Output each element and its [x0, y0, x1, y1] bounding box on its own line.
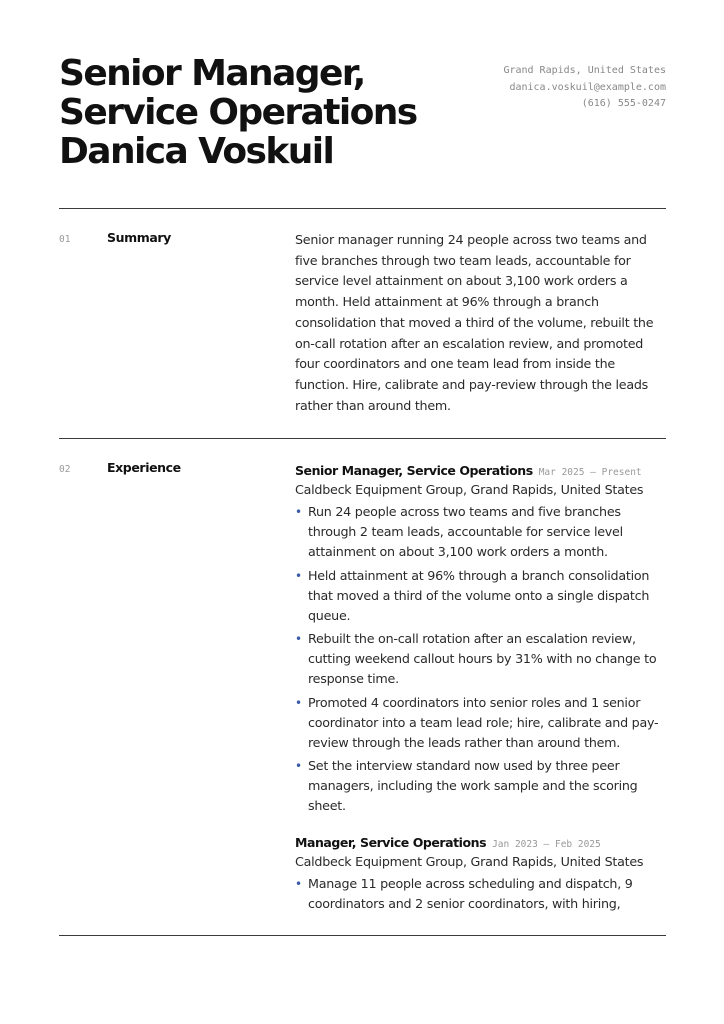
- job-bullets: [295, 502, 667, 816]
- headline-line-2: Service Operations: [59, 92, 417, 133]
- contact-location: Grand Rapids, United States: [503, 65, 666, 76]
- job-entry: [295, 460, 667, 816]
- bullet-text: Set the interview standard now used by three peer managers, including the work sample and the scoring sheet.: [308, 758, 638, 813]
- bullet-text: Held attainment at 96% through a branch consolidation that moved a third of the volume onto a single dispatch queue.: [308, 567, 650, 623]
- bullet-dot-icon: •: [295, 877, 302, 891]
- contact-block: [503, 63, 666, 113]
- bullet-item: [295, 874, 667, 912]
- bullet-text: Run 24 people across two teams and five branches through 2 team leads, accountable for service level attainment on about 3,100 work orders a month.: [308, 504, 623, 559]
- bullet-dot-icon: •: [295, 695, 302, 710]
- job-company: Caldbeck Equipment Group, Grand Rapids, United States: [295, 482, 644, 497]
- job-title: Manager, Service Operations: [295, 835, 487, 850]
- summary-text: Senior manager running 24 people across two teams and five branches through two team leads, accountable for service level attainment on about 3,100 work orders a month. Held attainment at 96% through a branch consolidation that moved a third of the volume, rebuilt the on-call rotation after an escalation review, and promoted four coordinators and one team lead from inside the function. Hire, calibrate and pay-review through the leads rather than around them.: [295, 232, 654, 413]
- experience-section: [59, 460, 666, 912]
- section-heading: Summary: [107, 230, 171, 245]
- bullet-item: [295, 693, 667, 753]
- bullet-dot-icon: •: [295, 505, 302, 519]
- job-entry: [295, 832, 667, 912]
- job-header: [295, 832, 667, 852]
- bullet-text: Rebuilt the on-call rotation after an escalation review, cutting weekend callout hours by 31% with no change to response time.: [308, 631, 657, 686]
- experience-body: [295, 460, 667, 912]
- bullet-item: [295, 566, 667, 626]
- job-dates: Mar 2025 — Present: [538, 467, 642, 478]
- bullet-text: Manage 11 people across scheduling and dispatch, 9 coordinators and 2 senior coordinators, with hiring,: [308, 876, 633, 911]
- bullet-item: [295, 629, 667, 689]
- bullet-dot-icon: •: [295, 759, 302, 773]
- bullet-dot-icon: •: [295, 568, 302, 583]
- job-header: [295, 460, 667, 480]
- divider: [59, 935, 666, 936]
- divider: [59, 438, 666, 439]
- resume-header: [59, 54, 666, 184]
- bullet-item: [295, 502, 667, 562]
- resume-page: [59, 0, 666, 1024]
- headline-line-1: Senior Manager,: [59, 53, 365, 94]
- contact-phone: (616) 555-0247: [581, 98, 666, 109]
- bullet-item: [295, 756, 667, 816]
- summary-body: [295, 230, 667, 416]
- section-number: 01: [59, 234, 71, 245]
- job-title: Senior Manager, Service Operations: [295, 463, 533, 478]
- bullet-dot-icon: •: [295, 632, 302, 646]
- section-number: 02: [59, 464, 71, 475]
- section-heading: Experience: [107, 460, 181, 475]
- job-company: Caldbeck Equipment Group, Grand Rapids, United States: [295, 854, 644, 869]
- bullet-text: Promoted 4 coordinators into senior roles and 1 senior coordinator into a team lead role; hire, calibrate and pay-review through the leads rather than around them.: [308, 694, 659, 750]
- contact-email: danica.voskuil@example.com: [509, 81, 666, 93]
- job-bullets: [295, 874, 667, 912]
- summary-section: [59, 230, 666, 420]
- divider: [59, 208, 666, 209]
- job-dates: Jan 2023 — Feb 2025: [492, 839, 601, 850]
- candidate-name: Danica Voskuil: [59, 131, 334, 172]
